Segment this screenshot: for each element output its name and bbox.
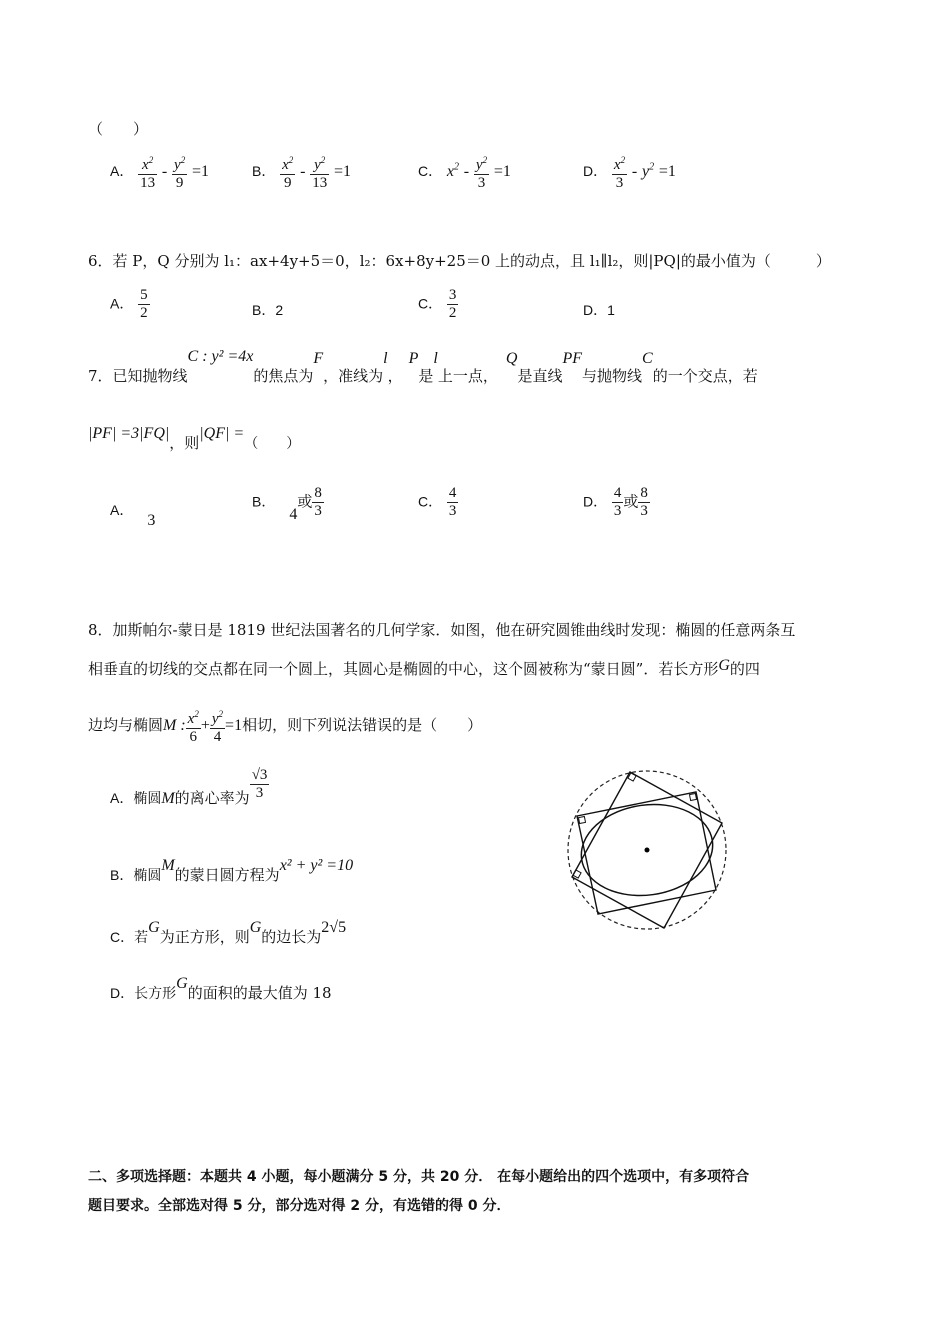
q5-option-d: D． $\frac{x^2}{3}$ - $y^2 =1$ — [583, 155, 676, 191]
right-angle-mark — [689, 793, 696, 800]
section2-heading-line2: 题目要求。全部选对得 5 分，部分选对得 2 分，有选错的得 0 分． — [88, 1198, 511, 1214]
q6-option-c: C． $\frac{3}{2}$ — [418, 287, 457, 321]
q5-option-c: C． $x^2$ - $\frac{y^2}{3}$ =1 — [418, 155, 511, 191]
q6-option-b: B．2 — [252, 302, 284, 318]
q6-option-d: D．1 — [583, 302, 615, 318]
monge-circle-figure — [560, 765, 735, 935]
q7-option-c: C． $\frac{4}{3}$ — [418, 485, 457, 519]
q7-stem-line1: 7．已知抛物线C : y² =4x的焦点为F，准线为l，P是l上一点，Q是直线PF与抛物线C的一个交点，若 — [88, 348, 758, 385]
q7-option-b: B．4或 $\frac{8}{3}$ — [252, 485, 322, 523]
q8-option-b: B．椭圆M的蒙日圆方程为x² + y² =10 — [110, 857, 354, 884]
q6-stem: 6．若 P，Q 分别为 l₁：ax+4y+5＝0，l₂：6x+8y+25＝0 上的动点，且 l₁∥l₂，则|PQ|的最小值为（ ） — [88, 252, 831, 270]
q7-stem-line2: |PF| =3|FQ|，则|QF| =（ ） — [88, 425, 301, 452]
q8-stem-line2: 相垂直的切线的交点都在同一个圆上，其圆心是椭圆的中心，这个圆被称为“蒙日圆”．若长方形G的四 — [88, 657, 760, 678]
q5-paren: （ ） — [88, 120, 149, 138]
q8-stem-line3: 边均与椭圆M : $\frac{x^2}{6}$ + $\frac{y^2}{4}$ =1相切，则下列说法错误的是（ ） — [88, 709, 483, 745]
center-dot — [645, 848, 650, 853]
q8-option-c: C．若G为正方形，则G的边长为2√5 — [110, 919, 347, 946]
q7-option-a: A．3 — [110, 502, 156, 529]
section2-heading-line1: 二、多项选择题：本题共 4 小题，每小题满分 5 分，共 20 分． 在每小题给出的四个选项中，有多项符合 — [88, 1169, 750, 1185]
q8-stem-line1: 8．加斯帕尔-蒙日是 1819 世纪法国著名的几何学家．如图，他在研究圆锥曲线时发现：椭圆的任意两条互 — [88, 621, 796, 639]
q7-option-d: D． $\frac{4}{3}$ 或 $\frac{8}{3}$ — [583, 485, 648, 519]
q6-option-a: A． $\frac{5}{2}$ — [110, 287, 148, 321]
right-angle-mark — [578, 816, 585, 823]
q8-option-d: D．长方形G的面积的最大值为 18 — [110, 975, 332, 1002]
q8-option-a: A．椭圆M的离心率为 $\frac{√3}{3}$ — [110, 767, 268, 807]
q5-option-b: B． $\frac{x^2}{9}$ - $\frac{y^2}{13}$ =1 — [252, 155, 351, 191]
q5-option-a: A． $\frac{x^2}{13}$ - $\frac{y^2}{9}$ =1 — [110, 155, 209, 191]
